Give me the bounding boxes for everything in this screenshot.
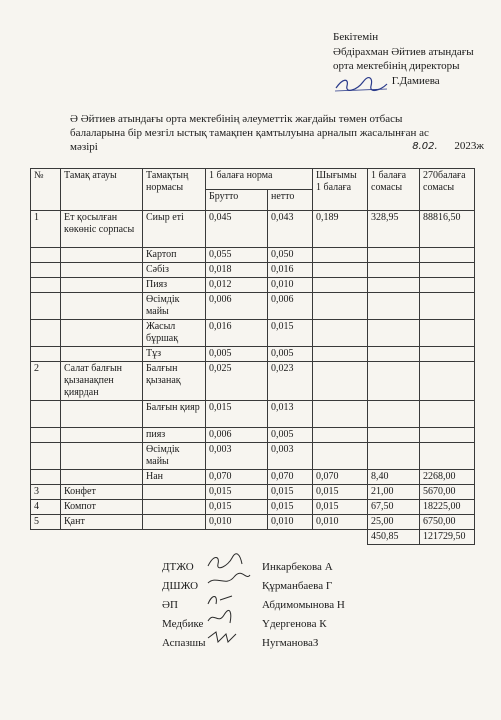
cell-sum270: 5670,00 — [420, 485, 475, 500]
cell-sum1 — [368, 320, 420, 347]
handwritten-date: 8.02. — [412, 141, 438, 152]
cell-item: Сәбіз — [143, 263, 206, 278]
signer-name: Инкарбекова А — [262, 561, 333, 573]
cell-sum270 — [420, 263, 475, 278]
cell-gross: 0,018 — [206, 263, 268, 278]
approval-line2: орта мектебінің директоры — [333, 60, 460, 72]
totals-spacer — [31, 530, 368, 545]
signature-scribble — [206, 628, 256, 648]
cell-sum1: 25,00 — [368, 515, 420, 530]
cell-net: 0,003 — [268, 443, 313, 470]
cell-sum1 — [368, 401, 420, 428]
cell-net: 0,006 — [268, 293, 313, 320]
header-expense: Шығымы 1 балаға — [313, 169, 368, 211]
approval-block — [333, 30, 501, 88]
totals-row — [31, 530, 475, 545]
cell-food: Қант — [61, 515, 143, 530]
signer-role: ӘП — [162, 599, 178, 611]
cell-no — [31, 263, 61, 278]
cell-sum270 — [420, 278, 475, 293]
cell-sum1 — [368, 362, 420, 401]
signature-scribble — [206, 609, 256, 629]
cell-food — [61, 320, 143, 347]
table-row — [31, 428, 475, 443]
cell-item: Балғын қызанақ — [143, 362, 206, 401]
cell-gross: 0,016 — [206, 320, 268, 347]
cell-item: Өсімдік майы — [143, 443, 206, 470]
document-heading — [70, 112, 490, 154]
cell-food — [61, 443, 143, 470]
signature-scribble — [206, 590, 256, 610]
signature-scribble — [206, 552, 256, 572]
cell-sum270 — [420, 293, 475, 320]
cell-no — [31, 470, 61, 485]
signer-name: Үдергенова К — [262, 618, 327, 630]
header-no: № — [31, 169, 61, 211]
cell-sum270: 18225,00 — [420, 500, 475, 515]
approval-director-line — [333, 74, 501, 89]
table-row — [31, 485, 475, 500]
cell-no — [31, 248, 61, 263]
cell-expense — [313, 320, 368, 347]
cell-sum270 — [420, 428, 475, 443]
cell-expense — [313, 443, 368, 470]
cell-no — [31, 320, 61, 347]
cell-item: Өсімдік майы — [143, 293, 206, 320]
table-row — [31, 263, 475, 278]
header-norm: Тамақтың нормасы — [143, 169, 206, 211]
signer-name: Құрманбаева Г — [262, 580, 333, 592]
table-row — [31, 470, 475, 485]
table-body — [31, 211, 475, 530]
cell-food — [61, 428, 143, 443]
cell-item: Сиыр еті — [143, 211, 206, 248]
cell-food — [61, 278, 143, 293]
cell-sum270 — [420, 443, 475, 470]
cell-sum270 — [420, 362, 475, 401]
cell-sum270 — [420, 347, 475, 362]
cell-gross: 0,006 — [206, 293, 268, 320]
totals-sum1: 450,85 — [368, 530, 420, 545]
signer-role: Медбике — [162, 618, 204, 630]
cell-food — [61, 248, 143, 263]
cell-net: 0,070 — [268, 470, 313, 485]
cell-net: 0,005 — [268, 347, 313, 362]
cell-food — [61, 470, 143, 485]
cell-gross: 0,070 — [206, 470, 268, 485]
cell-gross: 0,015 — [206, 401, 268, 428]
cell-net: 0,050 — [268, 248, 313, 263]
signer-line — [162, 634, 482, 653]
cell-no: 4 — [31, 500, 61, 515]
cell-gross: 0,055 — [206, 248, 268, 263]
table-row — [31, 500, 475, 515]
cell-sum1: 8,40 — [368, 470, 420, 485]
cell-no — [31, 428, 61, 443]
cell-expense — [313, 362, 368, 401]
cell-gross: 0,012 — [206, 278, 268, 293]
header-total-sum: 270балаға сомасы — [420, 169, 475, 211]
signer-name: НугмановаЗ — [262, 637, 319, 649]
cell-no — [31, 443, 61, 470]
cell-sum1 — [368, 428, 420, 443]
cell-food: Конфет — [61, 485, 143, 500]
cell-expense — [313, 278, 368, 293]
totals-sum270: 121729,50 — [420, 530, 475, 545]
cell-sum270: 6750,00 — [420, 515, 475, 530]
cell-net: 0,023 — [268, 362, 313, 401]
signer-name: Абдимомынова Н — [262, 599, 345, 611]
cell-no: 3 — [31, 485, 61, 500]
cell-net: 0,015 — [268, 500, 313, 515]
cell-no — [31, 347, 61, 362]
table-row — [31, 211, 475, 248]
cell-net: 0,010 — [268, 278, 313, 293]
cell-food — [61, 263, 143, 278]
cell-sum1 — [368, 443, 420, 470]
cell-gross: 0,003 — [206, 443, 268, 470]
approval-title: Бекітемін — [333, 31, 379, 43]
cell-sum270 — [420, 248, 475, 263]
cell-item — [143, 515, 206, 530]
cell-expense — [313, 428, 368, 443]
cell-food — [61, 401, 143, 428]
header-net: нетто — [268, 190, 313, 211]
cell-item: Жасыл бұршақ — [143, 320, 206, 347]
cell-food — [61, 347, 143, 362]
table-row — [31, 278, 475, 293]
cell-expense: 0,189 — [313, 211, 368, 248]
cell-expense — [313, 347, 368, 362]
table-header-row — [31, 169, 475, 190]
cell-gross: 0,045 — [206, 211, 268, 248]
cell-net: 0,013 — [268, 401, 313, 428]
cell-item — [143, 500, 206, 515]
cell-expense: 0,015 — [313, 500, 368, 515]
cell-net: 0,010 — [268, 515, 313, 530]
table-row — [31, 443, 475, 470]
table-row — [31, 347, 475, 362]
header-food: Тамақ атауы — [61, 169, 143, 211]
signer-role: ДТЖО — [162, 561, 194, 573]
cell-sum1 — [368, 278, 420, 293]
cell-sum1 — [368, 347, 420, 362]
cell-no — [31, 293, 61, 320]
cell-item: пияз — [143, 428, 206, 443]
menu-table — [30, 168, 475, 545]
table-row — [31, 401, 475, 428]
heading-year: 2023ж — [454, 140, 484, 152]
cell-expense: 0,015 — [313, 485, 368, 500]
cell-gross: 0,006 — [206, 428, 268, 443]
signer-role: ДШЖО — [162, 580, 199, 592]
approval-line1: Әбдірахман Әйтиев атындағы — [333, 45, 474, 58]
heading-text: Ә Әйтиев атындағы орта мектебінің әлеуметтік жағдайы төмен отбасы балаларына бір мезгіл ыстық тамақпен қамтылуына арналып жасалынған ас мәзірі — [70, 113, 429, 153]
cell-sum270: 88816,50 — [420, 211, 475, 248]
cell-sum270 — [420, 320, 475, 347]
cell-food: Салат балғын қызанақпен қиярдан — [61, 362, 143, 401]
signature-scribble — [206, 571, 256, 591]
cell-net: 0,043 — [268, 211, 313, 248]
cell-sum1: 328,95 — [368, 211, 420, 248]
cell-food: Компот — [61, 500, 143, 515]
cell-no — [31, 278, 61, 293]
cell-food: Ет қосылған көкөніс сорпасы — [61, 211, 143, 248]
cell-sum1 — [368, 263, 420, 278]
cell-expense — [313, 248, 368, 263]
cell-expense: 0,070 — [313, 470, 368, 485]
cell-sum1: 67,50 — [368, 500, 420, 515]
cell-no: 2 — [31, 362, 61, 401]
cell-food — [61, 293, 143, 320]
cell-item: Пияз — [143, 278, 206, 293]
cell-expense: 0,010 — [313, 515, 368, 530]
cell-net: 0,015 — [268, 320, 313, 347]
header-one-child-sum: 1 балаға сомасы — [368, 169, 420, 211]
cell-item: Тұз — [143, 347, 206, 362]
cell-gross: 0,015 — [206, 485, 268, 500]
cell-item — [143, 485, 206, 500]
cell-net: 0,015 — [268, 485, 313, 500]
table-row — [31, 248, 475, 263]
table-row — [31, 293, 475, 320]
cell-gross: 0,010 — [206, 515, 268, 530]
cell-expense — [313, 401, 368, 428]
cell-net: 0,016 — [268, 263, 313, 278]
cell-item: Балғын қияр — [143, 401, 206, 428]
header-gross: Брутто — [206, 190, 268, 211]
cell-no — [31, 401, 61, 428]
cell-net: 0,005 — [268, 428, 313, 443]
cell-item: Картоп — [143, 248, 206, 263]
table-row — [31, 320, 475, 347]
cell-sum1: 21,00 — [368, 485, 420, 500]
signer-role: Аспазшы — [162, 637, 206, 649]
cell-sum270 — [420, 401, 475, 428]
cell-sum1 — [368, 248, 420, 263]
table-row — [31, 515, 475, 530]
header-child-norm: 1 балаға норма — [206, 169, 313, 190]
cell-no: 5 — [31, 515, 61, 530]
director-name: Г.Дамиева — [391, 74, 440, 87]
cell-gross: 0,005 — [206, 347, 268, 362]
cell-item: Нан — [143, 470, 206, 485]
cell-gross: 0,015 — [206, 500, 268, 515]
table-row — [31, 362, 475, 401]
signature-block — [162, 558, 482, 653]
cell-sum270: 2268,00 — [420, 470, 475, 485]
cell-expense — [313, 293, 368, 320]
cell-no: 1 — [31, 211, 61, 248]
heading-date — [412, 139, 484, 154]
cell-expense — [313, 263, 368, 278]
cell-sum1 — [368, 293, 420, 320]
cell-gross: 0,025 — [206, 362, 268, 401]
